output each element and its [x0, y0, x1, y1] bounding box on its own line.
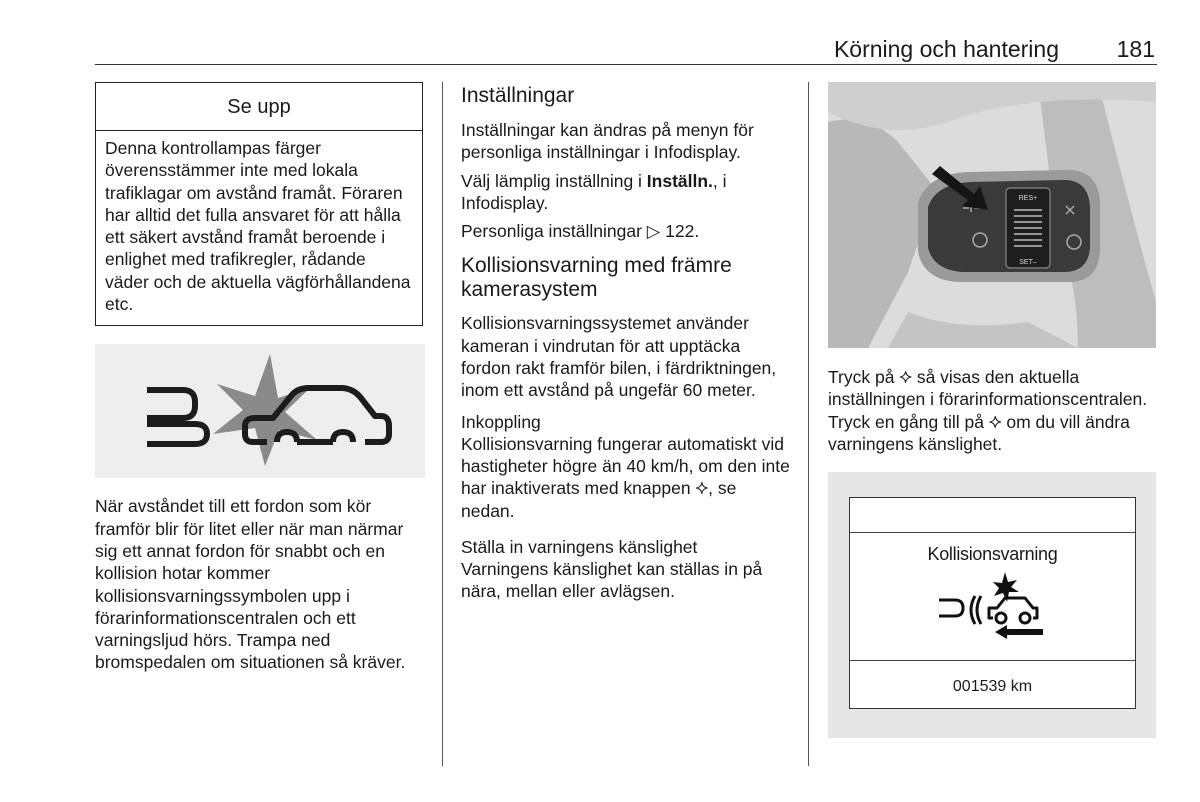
- sensitivity-paragraph: Varningens känslighet kan ställas in på nära, mellan eller avlägsen.: [461, 558, 763, 602]
- heading-collision-warning: Kollisionsvarning med främre kamerasystem: [461, 254, 732, 302]
- display-divider: [850, 660, 1135, 661]
- odometer-readout: 001539 km: [952, 678, 1033, 696]
- collision-paragraph: Kollisionsvarningssystemet använder kameran i vindrutan för att upptäcka fordon rakt framför bilen, i färdriktningen, inom ett avstånd på ungefär 60 meter.: [461, 313, 777, 401]
- collision-warning-icon: [95, 344, 425, 478]
- caution-box: [95, 82, 423, 326]
- column-middle: [461, 82, 791, 608]
- subheading-sensitivity: Ställa in varningens känslighet: [461, 536, 698, 557]
- display-title: Kollisionsvarning: [927, 544, 1058, 565]
- menu-name: Inställn.: [646, 170, 713, 191]
- activation-paragraph: Kollisionsvarning fungerar automatiskt vid hastigheter högre än 40 km/h, om den inte har inaktiverats med knappen ⯎, se nedan.: [461, 433, 790, 521]
- steering-wheel-figure: [828, 82, 1156, 348]
- settings-paragraph: Inställningar kan ändras på menyn för personliga inställningar i Infodisplay.: [461, 120, 754, 163]
- column-right: [828, 82, 1156, 738]
- figure-caption: Tryck på ⯎ så visas den aktuella inställningen i förarinformationscentralen. Tryck en gång till på ⯎ om du vill ändra varningens känslighet.: [828, 367, 1148, 454]
- display-screen: [849, 497, 1136, 709]
- cross-reference: Personliga inställningar ▷ 122.: [461, 221, 700, 242]
- body-paragraph: När avståndet till ett fordon som kör framför blir för litet eller när man närmar sig ett annat fordon för snabbt och en kollision hotar kommer kollisionsvarningssymbolen upp i förarinformationscentralen och ett varningsljud hörs. Trampa ned bromspedalen om situationen så kräver.: [95, 496, 406, 673]
- caution-text: Denna kontrollampas färger överensstämmer inte med lokala trafiklagar om avstånd framåt. Föraren har alltid det fulla ansvaret för att hålla ett säkert avstånd framåt beroende i enlighet med trafikregler, rådande väder och de aktuella vägförhållandena etc.: [105, 138, 411, 315]
- chapter-title: Körning och hantering: [833, 36, 1059, 62]
- column-left: [95, 82, 423, 674]
- steering-wheel-photo: [828, 82, 1156, 348]
- column-divider: [808, 82, 809, 766]
- page-number: 181: [1116, 36, 1155, 62]
- settings-paragraph-2: [461, 170, 791, 215]
- column-divider: [442, 82, 443, 766]
- set-label: SET–: [1019, 259, 1037, 266]
- arrow-icon: [995, 625, 1043, 639]
- text-run: , i Infodisplay.: [461, 170, 727, 213]
- driver-info-display-figure: [828, 472, 1156, 738]
- display-divider: [850, 532, 1135, 533]
- caution-title: Se upp: [96, 83, 422, 131]
- collision-warning-button-icon: [935, 570, 1055, 650]
- subheading-activation: Inkoppling: [461, 411, 541, 432]
- heading-settings: Inställningar: [461, 84, 575, 107]
- page-header: [95, 30, 1157, 65]
- text-run: Välj lämplig inställning i: [461, 170, 647, 191]
- res-label: RES+: [1018, 195, 1038, 202]
- collision-warning-figure: [95, 344, 425, 478]
